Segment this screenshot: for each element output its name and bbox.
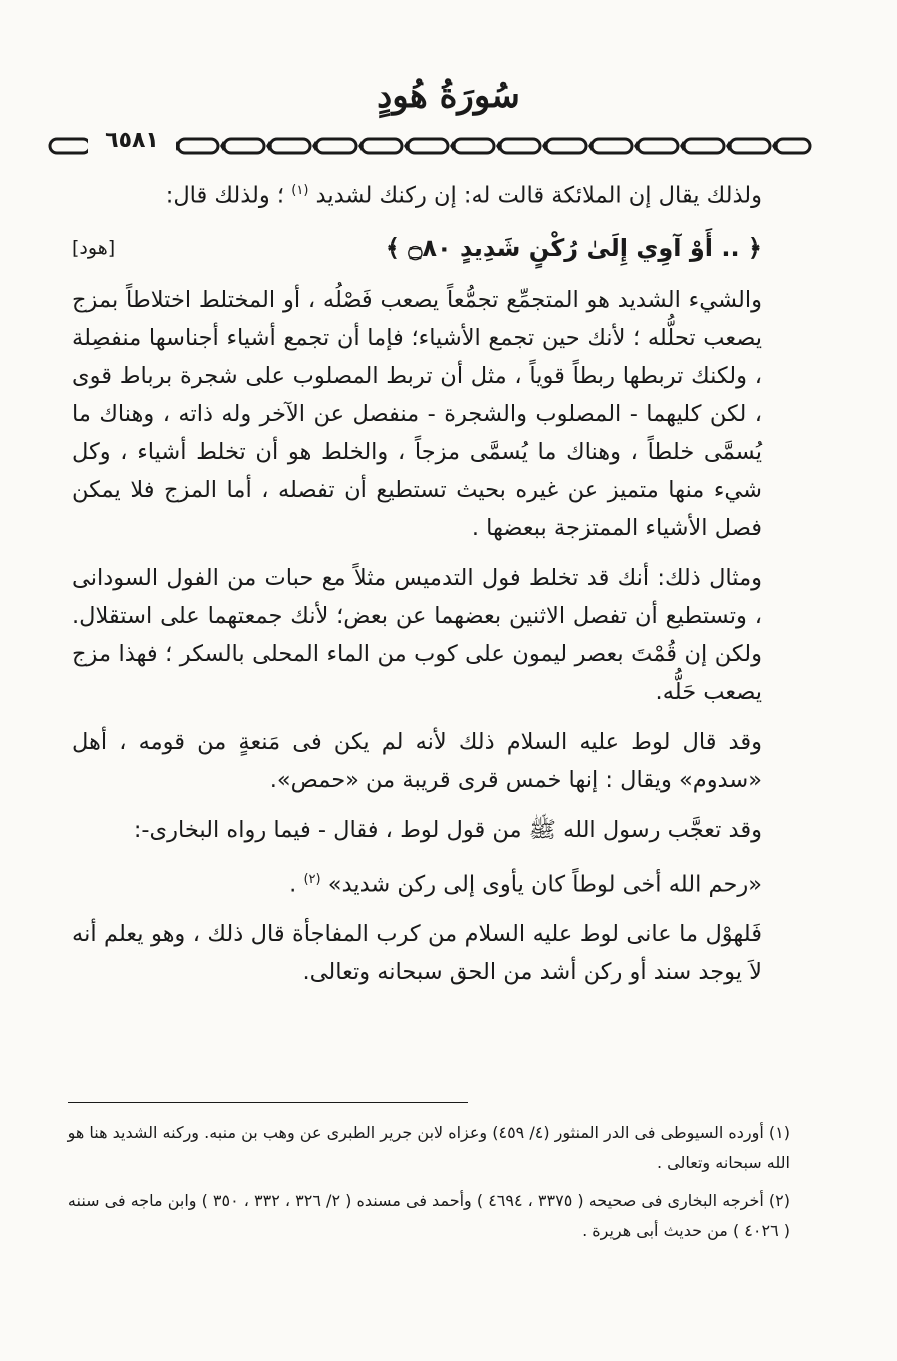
paragraph-1: والشيء الشديد هو المتجمِّع تجمُّعاً يصعب فَصْلُه ، أو المختلط اختلاطاً بمزج يصعب تحلُّله ؛ لأنك حين تجمع الأشياء؛ فإما أن تجمع أشياء أجناسها منفصِلة ، ولكنك تربطها ربطاً قوياً ، مثل أن تربط المصلوب على شجرة برباط قوى ، لكن كليهما - المصلوب والشجرة - منفصل عن الآخر وله ذاته ، وهناك ما يُسمَّى خلطاً ، وهناك ما يُسمَّى مزجاً ، والخلط هو أن تخلط أشياء ، وكل شيء منها متميز عن غيره بحيث تستطيع أن تفصله ، أما المزج فلا يمكن فصل الأشياء الممتزجة ببعضها . (72, 286, 762, 541)
footnotes (60, 1118, 790, 1254)
footnote-1: (١) أورده السيوطى فى الدر المنثور (٤/ ٤٥٩) وعزاه لابن جرير الطبرى عن وهب بن منبه. وركنه الشديد هنا هو الله سبحانه وتعالى . (67, 1123, 790, 1172)
footnote-2: (٢) أخرجه البخارى فى صحيحه ( ٣٣٧٥ ، ٤٦٩٤ ) وأحمد فى مسنده ( ٢/ ٣٢٦ ، ٣٣٢ ، ٣٥٠ ) وابن ماجه فى سننه ( ٤٠٢٦ ) من حديث أبى هريرة . (67, 1191, 790, 1240)
quran-verse: ﴿ .. أَوْ آوِي إِلَىٰ رُكْنٍ شَدِيدٍ ۝٨٠ ﴾ (385, 233, 762, 262)
verse-reference: [هود] (72, 236, 116, 259)
hadith-end-dot: . (289, 871, 297, 897)
quran-verse-block (72, 229, 762, 267)
main-text (72, 172, 762, 1003)
paragraph-3: وقد قال لوط عليه السلام ذلك لأنه لم يكن فى مَنعةٍ من قومه ، أهل «سدوم» ويقال : إنها خمس قرى قريبة من «حمص». (72, 728, 762, 793)
surah-title: سُورَةُ هُودٍ (377, 76, 520, 116)
intro-end-text: ؛ ولذلك قال: (165, 182, 285, 209)
hadith-text: «رحم الله أخى لوطاً كان يأوى إلى ركن شديد» (327, 871, 762, 897)
hadith-paragraph (72, 861, 762, 904)
footnote-ref-1: (١) (291, 183, 309, 198)
footnote-ref-2: (٢) (303, 871, 321, 887)
footnote-separator (68, 1102, 468, 1103)
paragraph-5: فَلهوْل ما عانى لوط عليه السلام من كرب المفاجأة قال ذلك ، وهو يعلم أنه لاَ يوجد سند أو ركن أشد من الحق سبحانه وتعالى. (72, 921, 762, 985)
intro-paragraph (72, 172, 762, 215)
page-number: ٦٥٨١ (88, 128, 176, 153)
paragraph-4: وقد تعجَّب رسول الله ﷺ من قول لوط ، فقال - فيما رواه البخارى-: (133, 816, 762, 843)
intro-text: ولذلك يقال إن الملائكة قالت له: إن ركنك لشديد (315, 182, 762, 209)
paragraph-2: ومثال ذلك: أنك قد تخلط فول التدميس مثلاً مع حبات من الفول السودانى ، وتستطيع أن تفصل الاثنين بعضهما عن بعض؛ لأنك جمعتهما على استقلال. ولكن إن قُمْتَ بعصر ليمون على كوب من الماء المحلى بالسكر ؛ فهذا مزج يصعب حَلُّه. (72, 564, 762, 705)
